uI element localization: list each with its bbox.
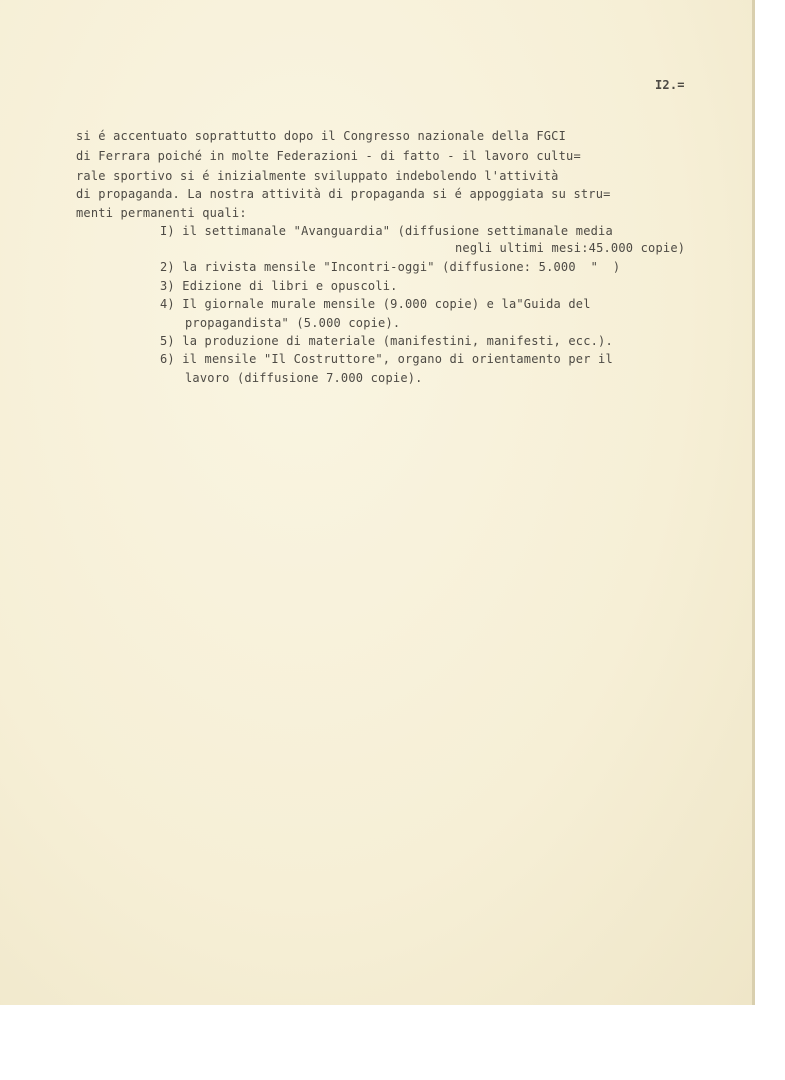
page-number: I2.= bbox=[655, 78, 685, 92]
intro-line-2: di Ferrara poiché in molte Federazioni - di fatto - il lavoro cultu= bbox=[76, 149, 581, 163]
list-item-2: 2) la rivista mensile "Incontri-oggi" (diffusione: 5.000 " ) bbox=[160, 260, 621, 274]
list-item-1-continuation: negli ultimi mesi:45.000 copie) bbox=[455, 241, 686, 255]
intro-line-1: si é accentuato soprattutto dopo il Congresso nazionale della FGCI bbox=[76, 129, 567, 143]
list-item-4: 4) Il giornale murale mensile (9.000 copie) e la"Guida del bbox=[160, 297, 591, 311]
list-item-6-continuation: lavoro (diffusione 7.000 copie). bbox=[185, 371, 423, 385]
intro-line-3: rale sportivo si é inizialmente sviluppato indebolendo l'attività bbox=[76, 169, 559, 183]
intro-line-5: menti permanenti quali: bbox=[76, 206, 247, 220]
list-item-5: 5) la produzione di materiale (manifestini, manifesti, ecc.). bbox=[160, 334, 613, 348]
list-item-4-continuation: propagandista" (5.000 copie). bbox=[185, 316, 401, 330]
list-item-3: 3) Edizione di libri e opuscoli. bbox=[160, 279, 398, 293]
paper-edge-shadow bbox=[752, 0, 755, 1005]
intro-line-4: di propaganda. La nostra attività di propaganda si é appoggiata su stru= bbox=[76, 187, 611, 201]
list-item-6: 6) il mensile "Il Costruttore", organo di orientamento per il bbox=[160, 352, 613, 366]
list-item-1: I) il settimanale "Avanguardia" (diffusione settimanale media bbox=[160, 224, 613, 238]
